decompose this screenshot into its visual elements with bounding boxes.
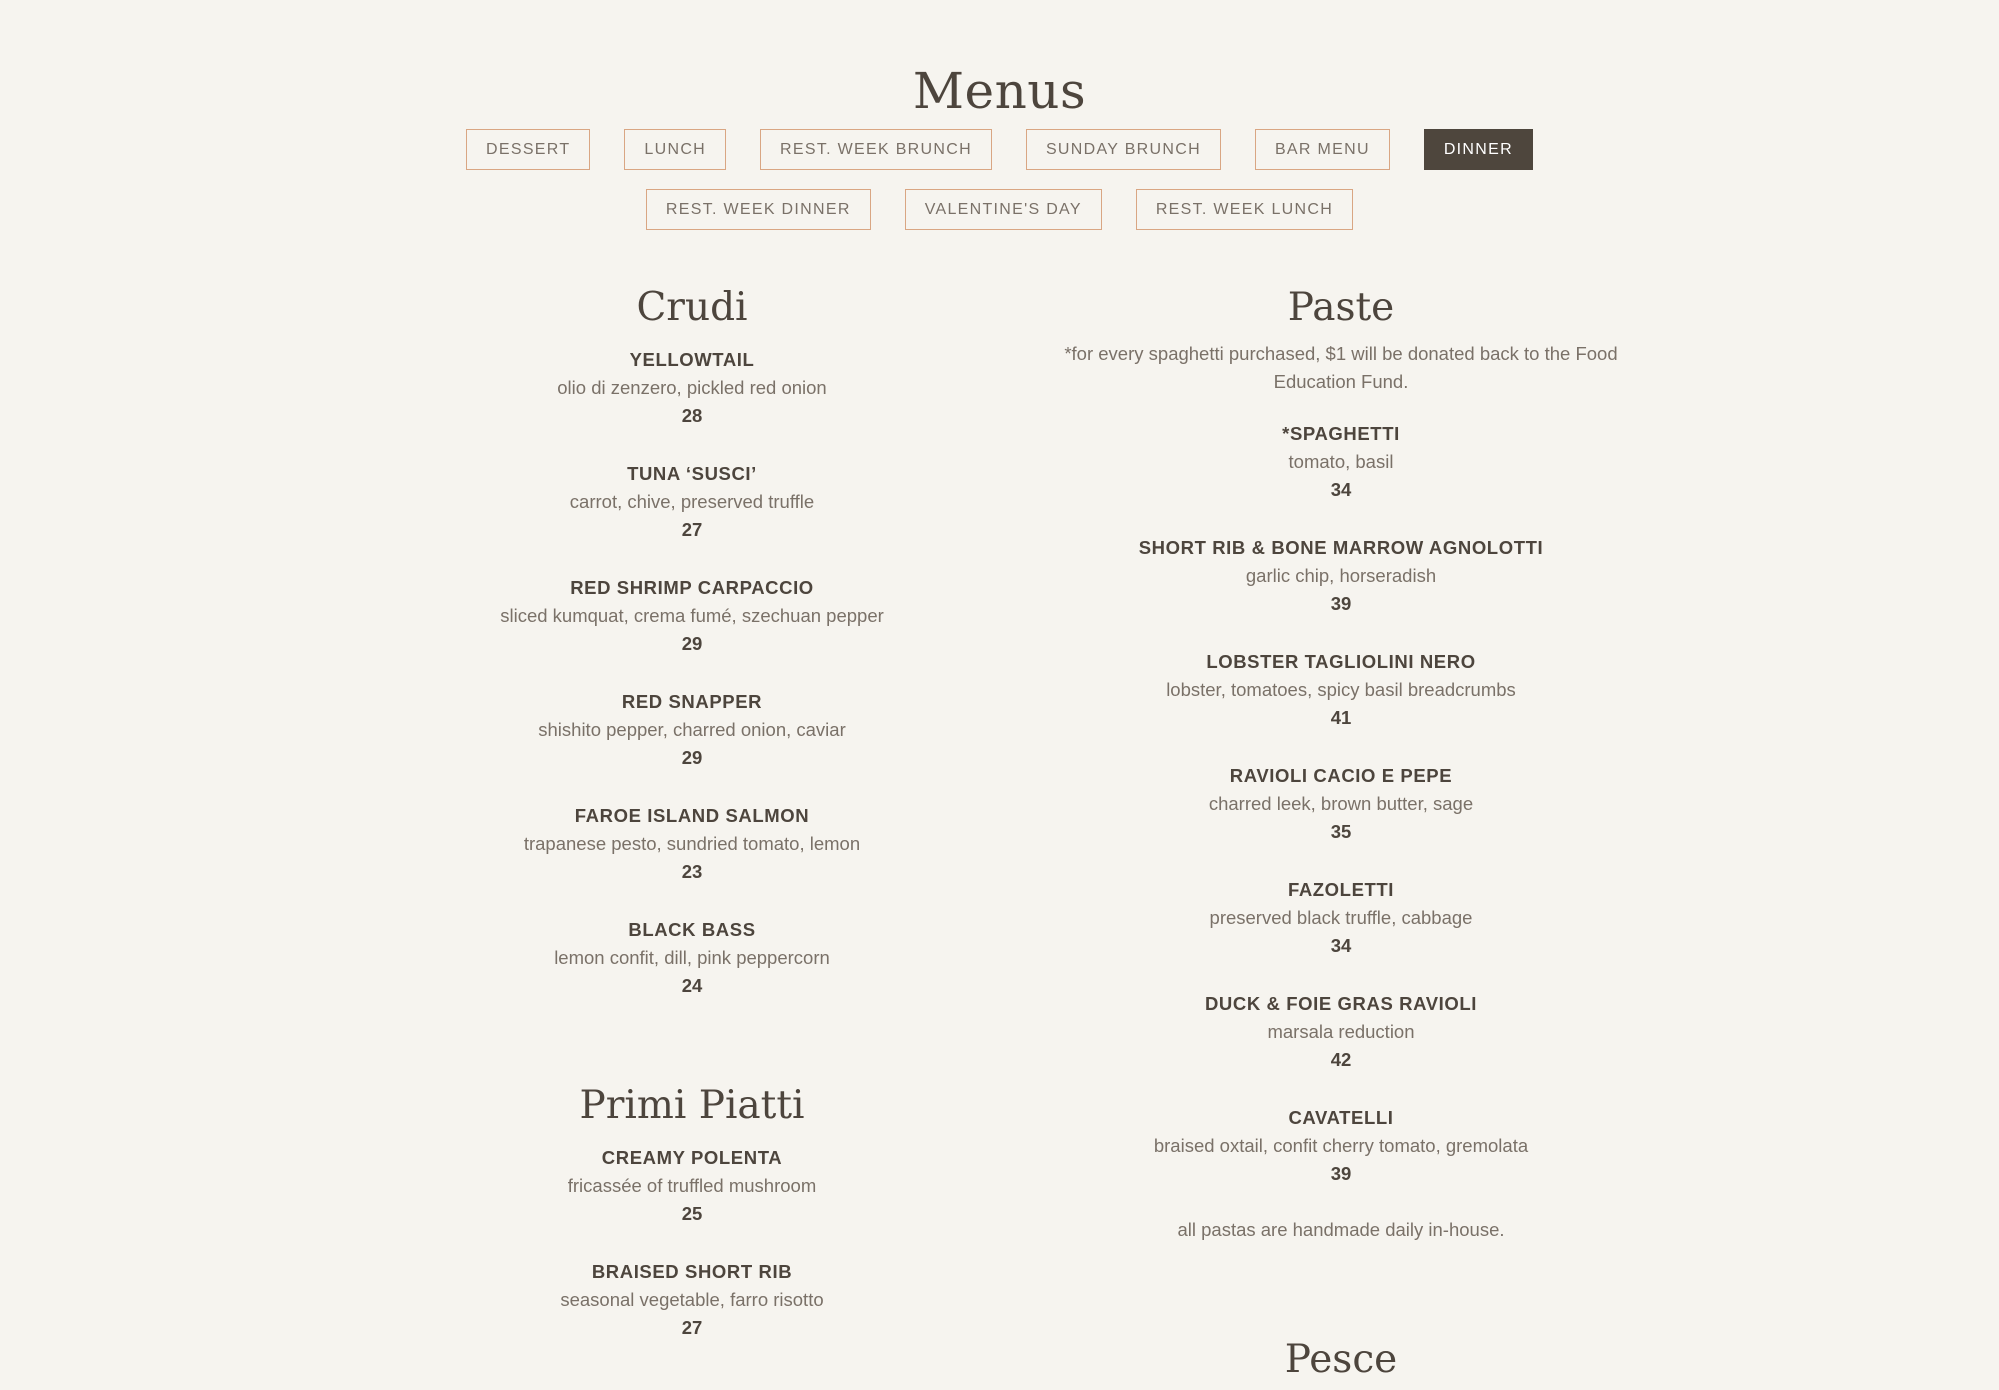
menu-item [442, 1258, 942, 1342]
item-price: 27 [681, 519, 703, 540]
item-name: BLACK BASS [628, 919, 756, 940]
section-heading: Paste [1287, 285, 1395, 330]
menu-item [442, 460, 942, 544]
handmade-pasta-note: all pastas are handmade daily in-house. [1177, 1219, 1505, 1240]
menu-item [1041, 990, 1641, 1074]
item-description: olio di zenzero, pickled red onion [557, 377, 827, 398]
item-name: RAVIOLI CACIO E PEPE [1229, 765, 1453, 786]
item-description: tomato, basil [1288, 451, 1394, 472]
item-description: sliced kumquat, crema fumé, szechuan pepper [500, 605, 884, 626]
item-description: charred leek, brown butter, sage [1208, 793, 1474, 814]
item-price: 34 [1330, 935, 1352, 956]
item-price: 25 [681, 1203, 703, 1224]
tab-dessert[interactable]: DESSERT [466, 129, 590, 170]
item-name: *SPAGHETTI [1282, 423, 1400, 444]
section-spacer [442, 1000, 942, 1078]
item-price: 23 [681, 861, 703, 882]
item-description: lobster, tomatoes, spicy basil breadcrumbs [1166, 679, 1516, 700]
item-description: lemon confit, dill, pink peppercorn [554, 947, 830, 968]
tab-valentines-day[interactable]: VALENTINE'S DAY [905, 189, 1102, 230]
item-price: 41 [1330, 707, 1352, 728]
section-heading: Primi Piatti [579, 1083, 805, 1128]
item-description: marsala reduction [1267, 1021, 1415, 1042]
item-description: shishito pepper, charred onion, caviar [538, 719, 846, 740]
menu-item [442, 346, 942, 430]
item-price: 29 [681, 747, 703, 768]
item-description: braised oxtail, confit cherry tomato, gremolata [1153, 1135, 1529, 1156]
item-description: fricassée of truffled mushroom [567, 1175, 817, 1196]
item-name: RED SHRIMP CARPACCIO [570, 577, 814, 598]
tab-rest-week-brunch[interactable]: REST. WEEK BRUNCH [760, 129, 992, 170]
tab-bar-menu[interactable]: BAR MENU [1255, 129, 1390, 170]
item-description: trapanese pesto, sundried tomato, lemon [523, 833, 861, 854]
item-description: garlic chip, horseradish [1245, 565, 1437, 586]
menu-item [442, 802, 942, 886]
item-price: 24 [681, 975, 703, 996]
menu-item [1041, 420, 1641, 504]
menu-item [1041, 648, 1641, 732]
section-primi-piatti [442, 1078, 942, 1342]
item-name: BRAISED SHORT RIB [591, 1261, 793, 1282]
menu-column-left [442, 280, 942, 1342]
menu-tabs-row-1 [0, 129, 1999, 170]
item-name: TUNA ‘SUSCI’ [627, 463, 757, 484]
item-price: 29 [681, 633, 703, 654]
item-price: 28 [681, 405, 703, 426]
item-name: FAZOLETTI [1287, 879, 1395, 900]
menu-item [1041, 876, 1641, 960]
item-name: FAROE ISLAND SALMON [574, 805, 810, 826]
page-title: Menus [912, 61, 1087, 120]
section-paste [1041, 280, 1641, 1244]
item-name: CREAMY POLENTA [601, 1147, 783, 1168]
section-heading: Crudi [636, 285, 748, 330]
item-price: 27 [681, 1317, 703, 1338]
item-description: preserved black truffle, cabbage [1209, 907, 1473, 928]
item-name: SHORT RIB & BONE MARROW AGNOLOTTI [1138, 537, 1544, 558]
item-price: 35 [1330, 821, 1352, 842]
menu-column-right [1041, 280, 1641, 1388]
item-name: YELLOWTAIL [629, 349, 755, 370]
item-price: 39 [1330, 593, 1352, 614]
section-spacer [1041, 1244, 1641, 1332]
tab-rest-week-lunch[interactable]: REST. WEEK LUNCH [1136, 189, 1353, 230]
item-description: seasonal vegetable, farro risotto [560, 1289, 824, 1310]
item-price: 39 [1330, 1163, 1352, 1184]
item-description: carrot, chive, preserved truffle [569, 491, 815, 512]
item-name: CAVATELLI [1288, 1107, 1394, 1128]
menu-tabs-row-2 [0, 189, 1999, 230]
menu-item [442, 688, 942, 772]
section-heading: Pesce [1284, 1337, 1398, 1382]
menu-item [442, 916, 942, 1000]
section-crudi [442, 280, 942, 1000]
menu-item [1041, 534, 1641, 618]
tab-rest-week-dinner[interactable]: REST. WEEK DINNER [646, 189, 871, 230]
item-price: 42 [1330, 1049, 1352, 1070]
menu-item [1041, 762, 1641, 846]
section-pesce [1041, 1332, 1641, 1388]
menu-item [442, 1144, 942, 1228]
item-name: RED SNAPPER [621, 691, 763, 712]
menu-item [1041, 1104, 1641, 1188]
donation-note: *for every spaghetti purchased, $1 will be donated back to the Food Education Fund. [1064, 343, 1618, 392]
tab-sunday-brunch[interactable]: SUNDAY BRUNCH [1026, 129, 1221, 170]
tab-lunch[interactable]: LUNCH [624, 129, 726, 170]
item-name: DUCK & FOIE GRAS RAVIOLI [1204, 993, 1478, 1014]
tab-dinner[interactable]: DINNER [1424, 129, 1533, 170]
item-price: 34 [1330, 479, 1352, 500]
item-name: LOBSTER TAGLIOLINI NERO [1206, 651, 1476, 672]
menu-item [442, 574, 942, 658]
